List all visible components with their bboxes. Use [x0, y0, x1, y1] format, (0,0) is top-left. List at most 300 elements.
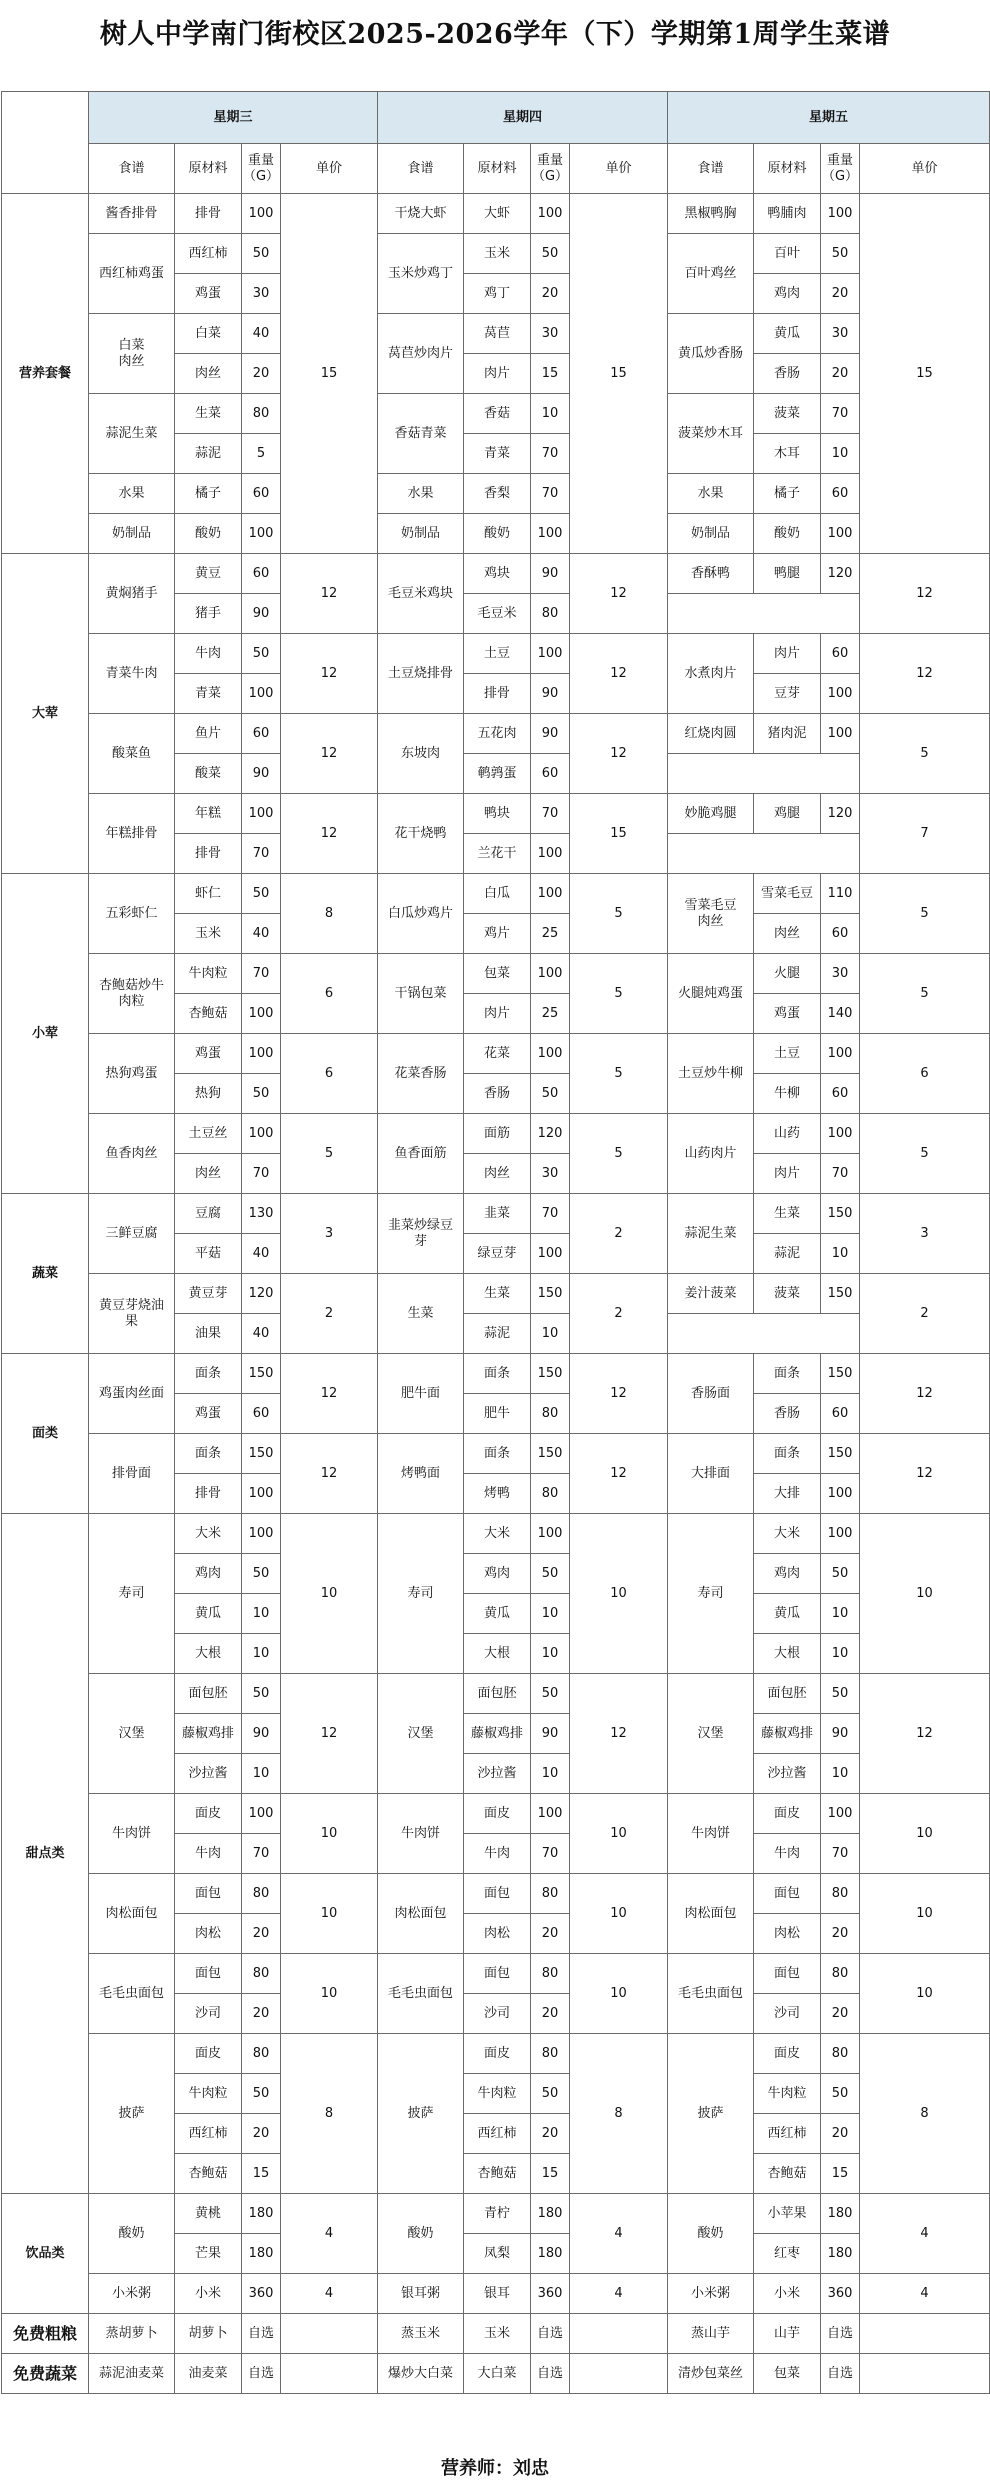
ingredient-name: 面皮	[754, 2034, 821, 2074]
ingredient-name: 鸡蛋	[175, 1394, 242, 1434]
ingredient-name: 大根	[754, 1634, 821, 1674]
dish-name: 年糕排骨	[89, 794, 175, 874]
ingredient-name: 西红柿	[754, 2114, 821, 2154]
unit-price: 10	[860, 1514, 990, 1674]
ingredient-name: 西红柿	[175, 2114, 242, 2154]
ingredient-name: 毛豆米	[464, 594, 531, 634]
unit-price: 6	[281, 954, 378, 1034]
dish-name: 汉堡	[378, 1674, 464, 1794]
unit-price: 6	[860, 1034, 990, 1114]
ingredient-weight: 90	[531, 674, 570, 714]
dish-name: 牛肉饼	[378, 1794, 464, 1874]
ingredient-weight: 70	[531, 434, 570, 474]
category-label: 甜点类	[2, 1514, 89, 2194]
ingredient-weight: 30	[821, 314, 860, 354]
table-row	[2, 554, 990, 594]
dish-name: 毛毛虫面包	[378, 1954, 464, 2034]
ingredient-weight: 100	[242, 1794, 281, 1834]
day-header-friday: 星期五	[668, 92, 990, 144]
ingredient-name: 油麦菜	[175, 2354, 242, 2394]
dish-name: 奶制品	[378, 514, 464, 554]
ingredient-weight: 50	[242, 1674, 281, 1714]
ingredient-name: 牛肉	[175, 1834, 242, 1874]
dish-name: 清炒包菜丝	[668, 2354, 754, 2394]
dish-name: 蒜泥生菜	[89, 394, 175, 474]
ingredient-weight: 10	[242, 1594, 281, 1634]
ingredient-weight: 100	[242, 794, 281, 834]
ingredient-name: 韭菜	[464, 1194, 531, 1234]
ingredient-weight: 20	[531, 1994, 570, 2034]
table-row	[2, 2274, 990, 2314]
ingredient-weight: 120	[821, 794, 860, 834]
ingredient-name: 绿豆芽	[464, 1234, 531, 1274]
dish-name: 青菜牛肉	[89, 634, 175, 714]
unit-price: 2	[281, 1274, 378, 1354]
ingredient-weight: 100	[242, 514, 281, 554]
ingredient-weight: 100	[821, 674, 860, 714]
ingredient-name: 排骨	[175, 194, 242, 234]
ingredient-weight: 120	[821, 554, 860, 594]
ingredient-name: 排骨	[175, 1474, 242, 1514]
ingredient-weight: 80	[821, 1954, 860, 1994]
unit-price: 12	[281, 1674, 378, 1794]
dish-name: 披萨	[668, 2034, 754, 2194]
ingredient-weight: 180	[821, 2194, 860, 2234]
ingredient-weight: 90	[531, 714, 570, 754]
ingredient-weight: 100	[531, 834, 570, 874]
dish-name: 菠菜炒木耳	[668, 394, 754, 474]
col-header-price: 单价	[281, 144, 378, 194]
ingredient-name: 面条	[175, 1434, 242, 1474]
unit-price	[860, 2314, 990, 2354]
dish-name: 东坡肉	[378, 714, 464, 794]
menu-body	[2, 194, 990, 2394]
dish-name: 花菜香肠	[378, 1034, 464, 1114]
dish-name: 姜汁菠菜	[668, 1274, 754, 1314]
table-row	[2, 234, 990, 274]
ingredient-weight: 20	[531, 274, 570, 314]
ingredient-name: 面皮	[754, 1794, 821, 1834]
ingredient-name: 香肠	[754, 354, 821, 394]
dish-name: 披萨	[89, 2034, 175, 2194]
ingredient-name: 烤鸭	[464, 1474, 531, 1514]
dish-name: 干锅包菜	[378, 954, 464, 1034]
ingredient-weight: 100	[821, 514, 860, 554]
dish-name: 土豆烧排骨	[378, 634, 464, 714]
unit-price: 2	[570, 1274, 668, 1354]
unit-price: 10	[570, 1514, 668, 1674]
ingredient-name: 大米	[175, 1514, 242, 1554]
dish-name: 牛肉饼	[89, 1794, 175, 1874]
dish-name: 水果	[378, 474, 464, 514]
dish-name: 香肠面	[668, 1354, 754, 1434]
ingredient-weight: 130	[242, 1194, 281, 1234]
ingredient-name: 青菜	[175, 674, 242, 714]
ingredient-name: 藤椒鸡排	[754, 1714, 821, 1754]
ingredient-weight: 90	[531, 554, 570, 594]
unit-price: 12	[281, 1354, 378, 1434]
ingredient-name: 肉松	[754, 1914, 821, 1954]
dish-name: 雪菜毛豆 肉丝	[668, 874, 754, 954]
unit-price: 4	[281, 2194, 378, 2274]
ingredient-name: 红枣	[754, 2234, 821, 2274]
ingredient-name: 面包	[175, 1954, 242, 1994]
ingredient-weight: 60	[821, 1074, 860, 1114]
ingredient-weight: 100	[242, 1034, 281, 1074]
table-row	[2, 474, 990, 514]
ingredient-name: 平菇	[175, 1234, 242, 1274]
ingredient-name: 小苹果	[754, 2194, 821, 2234]
ingredient-weight: 15	[821, 2154, 860, 2194]
unit-price	[570, 2314, 668, 2354]
dish-name: 红烧肉圆	[668, 714, 754, 754]
ingredient-name: 山芋	[754, 2314, 821, 2354]
ingredient-weight: 100	[821, 1114, 860, 1154]
ingredient-weight: 20	[821, 354, 860, 394]
ingredient-name: 肉片	[464, 994, 531, 1034]
dish-name: 妙脆鸡腿	[668, 794, 754, 834]
ingredient-name: 胡萝卜	[175, 2314, 242, 2354]
dish-name: 蒜泥油麦菜	[89, 2354, 175, 2394]
ingredient-name: 生菜	[754, 1194, 821, 1234]
ingredient-weight: 100	[531, 1234, 570, 1274]
day-header-wednesday: 星期三	[89, 92, 378, 144]
unit-price: 8	[860, 2034, 990, 2194]
ingredient-name: 面条	[464, 1354, 531, 1394]
unit-price	[281, 2314, 378, 2354]
ingredient-name: 蒜泥	[754, 1234, 821, 1274]
ingredient-weight: 80	[531, 1874, 570, 1914]
unit-price: 2	[570, 1194, 668, 1274]
dish-name: 香菇青菜	[378, 394, 464, 474]
ingredient-name: 豆腐	[175, 1194, 242, 1234]
unit-price: 5	[570, 874, 668, 954]
dish-name: 酱香排骨	[89, 194, 175, 234]
dish-name: 酸奶	[89, 2194, 175, 2274]
dish-name: 西红柿鸡蛋	[89, 234, 175, 314]
nutritionist-signature: 营养师：刘忠	[441, 2457, 549, 2479]
ingredient-name: 牛肉粒	[754, 2074, 821, 2114]
ingredient-weight: 70	[821, 1834, 860, 1874]
ingredient-weight: 180	[821, 2234, 860, 2274]
ingredient-name: 黄瓜	[175, 1594, 242, 1634]
ingredient-name: 香肠	[464, 1074, 531, 1114]
ingredient-weight: 50	[821, 2074, 860, 2114]
dish-name: 肥牛面	[378, 1354, 464, 1434]
ingredient-name: 蒜泥	[464, 1314, 531, 1354]
unit-price: 4	[570, 2274, 668, 2314]
category-label: 免费粗粮	[2, 2314, 89, 2354]
dish-name: 五彩虾仁	[89, 874, 175, 954]
ingredient-weight: 15	[531, 354, 570, 394]
ingredient-name: 面皮	[175, 2034, 242, 2074]
ingredient-weight: 80	[531, 1474, 570, 1514]
ingredient-weight: 100	[821, 1034, 860, 1074]
ingredient-name: 肉丝	[175, 1154, 242, 1194]
table-row	[2, 954, 990, 994]
ingredient-name: 鸡肉	[464, 1554, 531, 1594]
table-row	[2, 1114, 990, 1154]
ingredient-name: 杏鲍菇	[754, 2154, 821, 2194]
ingredient-weight: 20	[821, 1914, 860, 1954]
ingredient-name: 杏鲍菇	[175, 994, 242, 1034]
dish-name: 山药肉片	[668, 1114, 754, 1194]
ingredient-weight: 20	[242, 1914, 281, 1954]
ingredient-weight: 80	[531, 594, 570, 634]
ingredient-name: 猪手	[175, 594, 242, 634]
ingredient-name: 猪肉泥	[754, 714, 821, 754]
ingredient-name: 肉丝	[464, 1154, 531, 1194]
table-row	[2, 794, 990, 834]
ingredient-name: 鸡块	[464, 554, 531, 594]
ingredient-weight: 100	[821, 714, 860, 754]
unit-price: 4	[860, 2194, 990, 2274]
ingredient-weight: 100	[531, 874, 570, 914]
ingredient-name: 玉米	[464, 2314, 531, 2354]
ingredient-name: 牛肉粒	[464, 2074, 531, 2114]
ingredient-weight: 150	[821, 1354, 860, 1394]
ingredient-weight: 50	[531, 1554, 570, 1594]
ingredient-weight: 80	[242, 394, 281, 434]
ingredient-weight: 100	[531, 634, 570, 674]
ingredient-name: 百叶	[754, 234, 821, 274]
ingredient-weight: 自选	[821, 2314, 860, 2354]
ingredient-weight: 180	[531, 2194, 570, 2234]
category-label: 小荤	[2, 874, 89, 1194]
ingredient-name: 肉片	[754, 634, 821, 674]
ingredient-weight: 100	[531, 954, 570, 994]
unit-price: 5	[860, 714, 990, 794]
table-row	[2, 714, 990, 754]
table-row	[2, 1434, 990, 1474]
dish-name: 毛毛虫面包	[668, 1954, 754, 2034]
ingredient-name: 白瓜	[464, 874, 531, 914]
unit-price	[860, 2354, 990, 2394]
ingredient-name: 鸡腿	[754, 794, 821, 834]
unit-price: 10	[281, 1954, 378, 2034]
unit-price: 12	[570, 1674, 668, 1794]
unit-price: 8	[570, 2034, 668, 2194]
ingredient-name: 芒果	[175, 2234, 242, 2274]
ingredient-weight: 10	[821, 1234, 860, 1274]
col-header-price: 单价	[860, 144, 990, 194]
ingredient-weight: 120	[531, 1114, 570, 1154]
ingredient-name: 花菜	[464, 1034, 531, 1074]
ingredient-name: 热狗	[175, 1074, 242, 1114]
category-label: 大荤	[2, 554, 89, 874]
ingredient-name: 面筋	[464, 1114, 531, 1154]
ingredient-name: 木耳	[754, 434, 821, 474]
ingredient-weight: 100	[531, 1794, 570, 1834]
ingredient-weight: 5	[242, 434, 281, 474]
ingredient-name: 面皮	[464, 1794, 531, 1834]
dish-name: 牛肉饼	[668, 1794, 754, 1874]
ingredient-weight: 10	[531, 394, 570, 434]
ingredient-weight: 80	[242, 1954, 281, 1994]
ingredient-name: 排骨	[464, 674, 531, 714]
ingredient-name: 鱼片	[175, 714, 242, 754]
ingredient-name: 沙拉酱	[464, 1754, 531, 1794]
ingredient-weight: 20	[821, 2114, 860, 2154]
dish-name: 莴苣炒肉片	[378, 314, 464, 394]
ingredient-weight: 70	[821, 394, 860, 434]
unit-price: 5	[860, 1114, 990, 1194]
table-row	[2, 1034, 990, 1074]
ingredient-name: 小米	[754, 2274, 821, 2314]
ingredient-name: 黄瓜	[464, 1594, 531, 1634]
ingredient-weight: 150	[242, 1434, 281, 1474]
table-row	[2, 634, 990, 674]
ingredient-weight: 60	[242, 714, 281, 754]
unit-price: 3	[860, 1194, 990, 1274]
ingredient-weight: 自选	[531, 2314, 570, 2354]
ingredient-weight: 50	[242, 234, 281, 274]
unit-price: 5	[860, 954, 990, 1034]
ingredient-name: 面包	[464, 1874, 531, 1914]
ingredient-name: 肉丝	[754, 914, 821, 954]
ingredient-name: 肥牛	[464, 1394, 531, 1434]
ingredient-name: 酸奶	[175, 514, 242, 554]
corner-cell	[2, 92, 89, 194]
table-row	[2, 1674, 990, 1714]
ingredient-weight: 40	[242, 1314, 281, 1354]
unit-price: 12	[281, 794, 378, 874]
unit-price: 3	[281, 1194, 378, 1274]
ingredient-weight: 60	[821, 914, 860, 954]
ingredient-weight: 20	[242, 354, 281, 394]
ingredient-name: 鸡肉	[175, 1554, 242, 1594]
ingredient-weight: 100	[242, 1514, 281, 1554]
ingredient-name: 银耳	[464, 2274, 531, 2314]
ingredient-weight: 70	[531, 1194, 570, 1234]
dish-name: 寿司	[378, 1514, 464, 1674]
ingredient-weight: 150	[531, 1274, 570, 1314]
unit-price: 15	[570, 794, 668, 874]
dish-name: 火腿炖鸡蛋	[668, 954, 754, 1034]
ingredient-name: 包菜	[754, 2354, 821, 2394]
ingredient-weight: 140	[821, 994, 860, 1034]
ingredient-name: 大排	[754, 1474, 821, 1514]
unit-price: 10	[570, 1874, 668, 1954]
ingredient-weight: 10	[242, 1634, 281, 1674]
ingredient-weight: 自选	[531, 2354, 570, 2394]
ingredient-weight: 10	[531, 1314, 570, 1354]
unit-price: 12	[860, 1434, 990, 1514]
ingredient-weight: 30	[242, 274, 281, 314]
ingredient-name: 大米	[754, 1514, 821, 1554]
dish-name: 酸奶	[668, 2194, 754, 2274]
ingredient-weight: 100	[821, 194, 860, 234]
dish-name: 黑椒鸭胸	[668, 194, 754, 234]
ingredient-name: 香肠	[754, 1394, 821, 1434]
dish-name: 爆炒大白菜	[378, 2354, 464, 2394]
ingredient-weight: 50	[242, 1554, 281, 1594]
ingredient-weight: 40	[242, 314, 281, 354]
dish-name: 汉堡	[89, 1674, 175, 1794]
dish-name: 黄瓜炒香肠	[668, 314, 754, 394]
ingredient-weight: 50	[821, 1674, 860, 1714]
dish-name: 寿司	[668, 1514, 754, 1674]
ingredient-weight: 90	[821, 1714, 860, 1754]
table-row	[2, 314, 990, 354]
unit-price: 5	[281, 1114, 378, 1194]
unit-price: 10	[860, 1954, 990, 2034]
unit-price: 15	[860, 194, 990, 554]
ingredient-name: 青柠	[464, 2194, 531, 2234]
ingredient-weight: 70	[531, 1834, 570, 1874]
col-header-dish: 食谱	[89, 144, 175, 194]
ingredient-weight: 20	[531, 1914, 570, 1954]
col-header-weight: 重量（G）	[531, 144, 570, 194]
unit-price: 5	[570, 1034, 668, 1114]
ingredient-weight: 150	[242, 1354, 281, 1394]
ingredient-weight: 10	[821, 1594, 860, 1634]
unit-price: 12	[570, 634, 668, 714]
ingredient-weight: 20	[821, 1994, 860, 2034]
ingredient-name: 橘子	[754, 474, 821, 514]
ingredient-weight: 100	[242, 1114, 281, 1154]
table-row	[2, 1794, 990, 1834]
dish-name: 韭菜炒绿豆 芽	[378, 1194, 464, 1274]
ingredient-weight: 80	[531, 1394, 570, 1434]
dish-name: 水果	[89, 474, 175, 514]
dish-name: 寿司	[89, 1514, 175, 1674]
ingredient-weight: 70	[531, 794, 570, 834]
ingredient-name: 酸奶	[754, 514, 821, 554]
ingredient-name: 面皮	[464, 2034, 531, 2074]
ingredient-name: 肉片	[464, 354, 531, 394]
category-label: 免费蔬菜	[2, 2354, 89, 2394]
ingredient-name: 杏鲍菇	[175, 2154, 242, 2194]
unit-price: 10	[860, 1794, 990, 1874]
unit-price: 12	[570, 1354, 668, 1434]
ingredient-name: 面包胚	[175, 1674, 242, 1714]
ingredient-name: 鸡蛋	[754, 994, 821, 1034]
ingredient-weight: 90	[531, 1714, 570, 1754]
ingredient-name: 白菜	[175, 314, 242, 354]
dish-name: 排骨面	[89, 1434, 175, 1514]
table-row	[2, 194, 990, 234]
ingredient-weight: 120	[242, 1274, 281, 1314]
unit-price: 2	[860, 1274, 990, 1354]
ingredient-weight: 60	[821, 474, 860, 514]
ingredient-weight: 自选	[821, 2354, 860, 2394]
category-label: 蔬菜	[2, 1194, 89, 1354]
ingredient-name: 酸菜	[175, 754, 242, 794]
ingredient-name: 牛肉	[754, 1834, 821, 1874]
ingredient-name: 橘子	[175, 474, 242, 514]
ingredient-name: 面皮	[175, 1794, 242, 1834]
ingredient-name: 生菜	[175, 394, 242, 434]
ingredient-weight: 80	[242, 1874, 281, 1914]
ingredient-name: 面包	[175, 1874, 242, 1914]
ingredient-weight: 20	[242, 2114, 281, 2154]
ingredient-weight: 150	[821, 1194, 860, 1234]
ingredient-name: 土豆丝	[175, 1114, 242, 1154]
unit-price: 12	[860, 634, 990, 714]
ingredient-weight: 20	[821, 274, 860, 314]
table-row	[2, 1874, 990, 1914]
ingredient-name: 黄豆	[175, 554, 242, 594]
ingredient-name: 肉松	[464, 1914, 531, 1954]
ingredient-name: 肉松	[175, 1914, 242, 1954]
dish-name: 水煮肉片	[668, 634, 754, 714]
ingredient-weight: 100	[821, 1514, 860, 1554]
unit-price: 10	[281, 1874, 378, 1954]
ingredient-name: 莴苣	[464, 314, 531, 354]
ingredient-name: 沙拉酱	[175, 1754, 242, 1794]
dish-name: 披萨	[378, 2034, 464, 2194]
